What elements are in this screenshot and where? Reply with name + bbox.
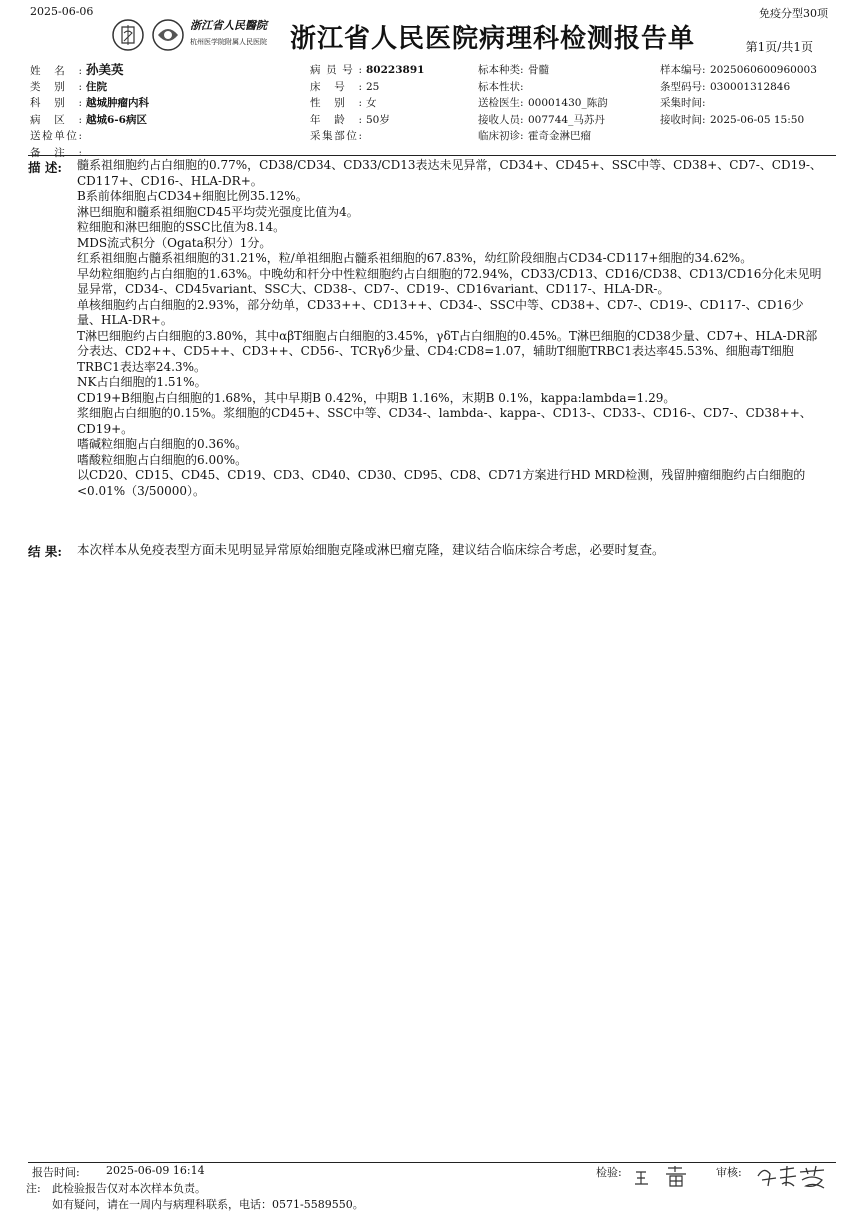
note-line-2: 如有疑问，请在一周内与病理科联系，电话：0571-5589550。: [52, 1198, 364, 1211]
diagnosis: 霍奇金淋巴瘤: [528, 130, 591, 142]
receiver-label: 接收人员:: [478, 113, 524, 126]
logo-text: 浙江省人民醫院: [190, 19, 267, 32]
ward: 越城6-6病区: [86, 113, 147, 126]
note-label: 注:: [26, 1182, 41, 1195]
description-paragraph: CD19+B细胞占白细胞的1.68%，其中早期B 0.42%，中期B 1.16%，末期B 0.1%，kappa:lambda=1.29。: [77, 390, 676, 405]
bed-no: 25: [366, 80, 380, 93]
receiver: 007744_马苏丹: [528, 113, 605, 126]
report-time: 2025-06-09 16:14: [106, 1164, 205, 1177]
description-label: 描 述:: [28, 160, 62, 175]
specimen-type: 骨髓: [528, 64, 549, 76]
barcode-label: 条型码号:: [660, 80, 706, 93]
department: 越城肿瘤内科: [86, 97, 149, 109]
sex: 女: [366, 97, 377, 109]
description-paragraph: MDS流式积分（Ogata积分）1分。: [77, 235, 272, 250]
description-paragraph: NK占白细胞的1.51%。: [77, 375, 207, 389]
review-label: 审核:: [716, 1166, 742, 1179]
report-time-label: 报告时间:: [32, 1166, 80, 1179]
barcode: 030001312846: [710, 80, 791, 93]
collect-time-label: 采集时间:: [660, 97, 706, 109]
description-paragraph: 浆细胞占白细胞的0.15%。浆细胞的CD45+、SSC中等、CD34-、lambda-、kappa-、CD13-、CD33-、CD16-、CD7-、CD38++、CD19+。: [77, 406, 812, 436]
logo-subtext: 杭州医学院附属人民医院: [190, 38, 267, 46]
diagnosis-label: 临床初诊:: [478, 130, 524, 142]
footer-divider: [28, 1162, 836, 1163]
description-paragraph: 髓系祖细胞约占白细胞的0.77%，CD38/CD34、CD33/CD13表达未见异常，CD34+、CD45+、SSC中等、CD38+、CD7-、CD19-、CD117+、CD16-、HLA-DR+。: [77, 158, 822, 188]
remarks-label: 备注:: [30, 146, 82, 159]
bed-label: 床号:: [310, 80, 362, 93]
result-text: 本次样本从免疫表型方面未见明显异常原始细胞克隆或淋巴瘤克隆，建议结合临床综合考虑，必要时复查。: [77, 542, 665, 557]
dept-label: 科别:: [30, 97, 82, 109]
description-body: [77, 158, 825, 499]
ward-label: 病区:: [30, 113, 82, 126]
doctor-label: 送检医生:: [478, 97, 524, 109]
review-signature-image: [754, 1162, 834, 1192]
send-unit-label: 送检单位:: [30, 130, 82, 142]
print-date: 2025-06-06: [30, 5, 94, 18]
description-paragraph: T淋巴细胞约占白细胞的3.80%，其中αβT细胞占白细胞的3.45%，γδT占白细胞的0.45%。T淋巴细胞的CD38少量、CD7+、HLA-DR部分表达、CD2++、CD5++、CD3++、CD56-、TCRγδ少量、CD4:CD8=1.07，辅助T细胞TRBC1表达率45.53%、细胞毒T细胞TRBC1表达率24.3%。: [77, 328, 818, 374]
receive-time-label: 接收时间:: [660, 113, 706, 126]
description-paragraph: 单核细胞约占白细胞的2.93%，部分幼单，CD33++、CD13++、CD34-、SSC中等、CD38+、CD7-、CD19-、CD117-、CD16少量、HLA-DR+。: [77, 297, 804, 327]
type-label: 类别:: [30, 80, 82, 93]
description-paragraph: 粒细胞和淋巴细胞的SSC比值为8.14。: [77, 220, 286, 234]
site-label: 采集部位:: [310, 130, 362, 142]
age: 50岁: [366, 113, 390, 126]
note-line-1: 此检验报告仅对本次样本负责。: [52, 1182, 206, 1195]
patient-type: 住院: [86, 80, 107, 93]
case-no-label: 病员号:: [310, 64, 362, 76]
patient-info-block: [30, 62, 840, 161]
hospital-logos: [112, 15, 272, 55]
case-no: 80223891: [366, 64, 425, 76]
specimen-prop-label: 标本性状:: [478, 80, 524, 93]
review-signature: [754, 1162, 834, 1195]
check-signature-image: [632, 1164, 696, 1190]
description-paragraph: 嗜酸粒细胞占白细胞的6.00%。: [77, 452, 248, 467]
description-paragraph: B系前体细胞占CD34+细胞比例35.12%。: [77, 189, 308, 203]
description-paragraph: 淋巴细胞和髓系祖细胞CD45平均荧光强度比值为4。: [77, 204, 359, 219]
doctor: 00001430_陈韵: [528, 97, 608, 109]
sample-no: 2025060600960003: [710, 64, 817, 76]
page-number: 第1页/共1页: [745, 40, 813, 54]
receive-time: 2025-06-05 15:50: [710, 113, 805, 126]
name-label: 姓名:: [30, 65, 82, 77]
description-paragraph: 早幼粒细胞约占白细胞的1.63%。中晚幼和杆分中性粒细胞约占白细胞的72.94%，CD33/CD13、CD16/CD38、CD13/CD16分化未见明显异常，CD34-、CD45variant、SSC大、CD38-、CD7-、CD19-、CD16variant、CD117-、HLA-DR-。: [77, 266, 822, 296]
form-type: 免疫分型30项: [759, 7, 828, 20]
age-label: 年龄:: [310, 113, 362, 126]
patient-name: 孙美英: [86, 62, 124, 77]
specimen-type-label: 标本种类:: [478, 64, 524, 76]
header-divider: [28, 155, 836, 156]
sex-label: 性别:: [310, 97, 362, 109]
description-paragraph: 红系祖细胞占髓系祖细胞的31.21%，粒/单祖细胞占髓系祖细胞的67.83%，幼红阶段细胞占CD34-CD117+细胞的34.62%。: [77, 251, 753, 265]
result-label: 结 果:: [28, 544, 62, 559]
report-title: 浙江省人民医院病理科检测报告单: [290, 24, 696, 54]
sample-no-label: 样本编号:: [660, 64, 706, 76]
description-paragraph: 以CD20、CD15、CD45、CD19、CD3、CD40、CD30、CD95、CD8、CD71方案进行HD MRD检测，残留肿瘤细胞约占白细胞的<0.01%（3/50000）。: [77, 468, 806, 498]
description-paragraph: 嗜碱粒细胞占白细胞的0.36%。: [77, 437, 248, 451]
check-label: 检验:: [596, 1166, 622, 1179]
check-signature: [632, 1164, 696, 1193]
